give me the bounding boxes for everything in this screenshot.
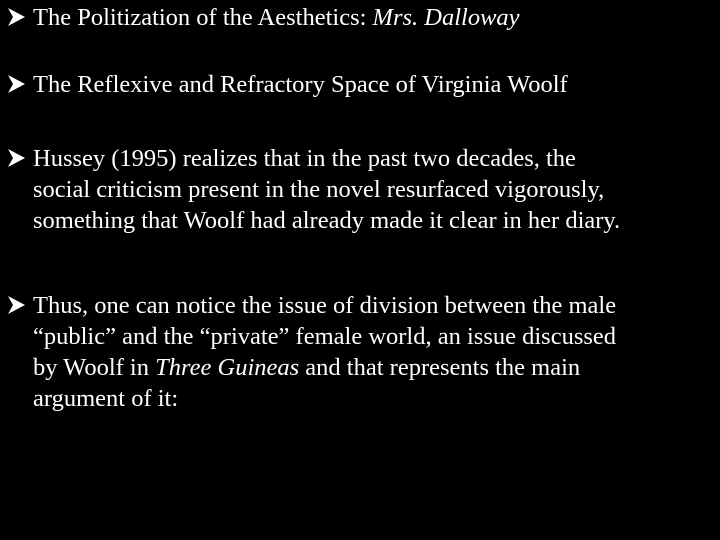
novel-title: Mrs. Dalloway	[372, 4, 520, 31]
bullet-item	[7, 143, 713, 236]
bullet-text: The Reflexive and Refractory Space of Virginia Woolf	[33, 71, 568, 98]
bullet-line	[33, 352, 713, 383]
bullet-text	[33, 290, 713, 414]
essay-title: Three Guineas	[155, 354, 300, 381]
bullet-line: “public” and the “private” female world, an issue discussed	[33, 323, 617, 350]
bullet-line: Thus, one can notice the issue of division between the male	[33, 292, 617, 319]
bullet-item	[7, 69, 713, 100]
bullet-item	[7, 2, 713, 33]
bullet-line: social criticism present in the novel resurfaced vigorously,	[33, 176, 605, 203]
arrow-bullet-icon	[7, 6, 33, 28]
bullet-text-plain: The Politization of the Aesthetics:	[33, 4, 373, 31]
bullet-line-post: and that represents the main	[299, 354, 581, 381]
bullet-item	[7, 290, 713, 414]
bullet-line-pre: by Woolf in	[33, 354, 156, 381]
bullet-line: something that Woolf had already made it clear in her diary.	[33, 207, 621, 234]
bullet-line: Hussey (1995) realizes that in the past two decades, the	[33, 145, 576, 172]
arrow-bullet-icon	[7, 147, 33, 169]
bullet-line: argument of it:	[33, 385, 179, 412]
arrow-bullet-icon	[7, 73, 33, 95]
bullet-text	[33, 2, 713, 33]
arrow-bullet-icon	[7, 294, 33, 316]
bullet-text	[33, 143, 713, 236]
